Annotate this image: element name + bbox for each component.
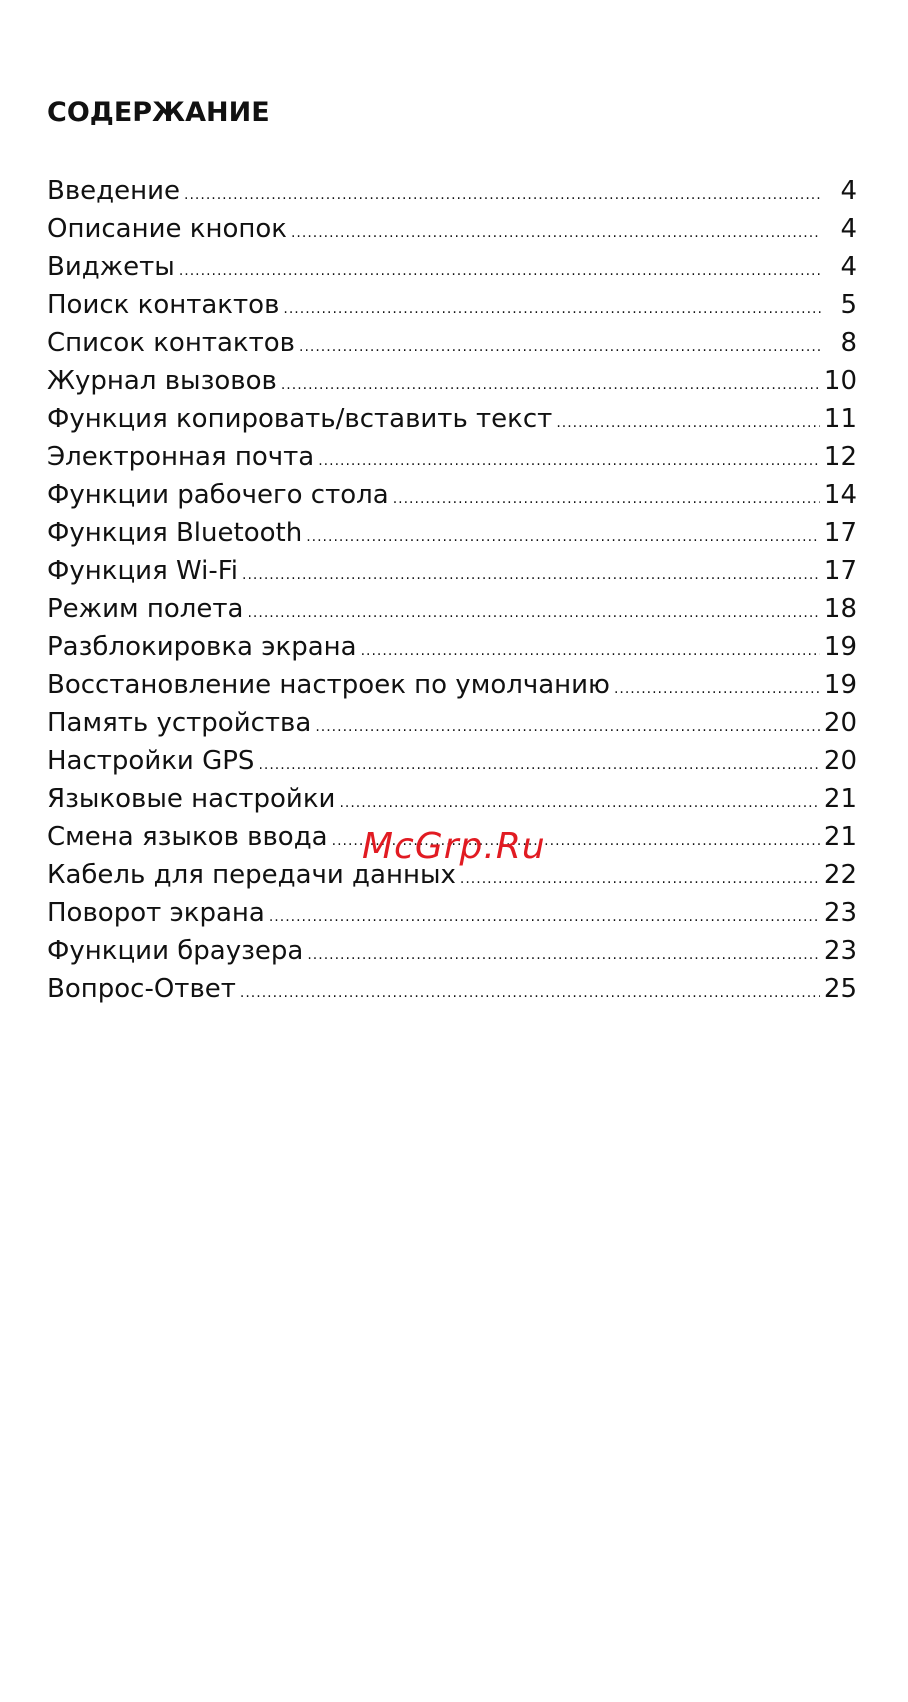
toc-leader-dots	[315, 708, 820, 746]
toc-entry-title: Описание кнопок	[47, 214, 287, 244]
toc-leader-dots	[247, 594, 819, 632]
toc-leader-dots	[281, 366, 820, 404]
toc-entry-title: Функции рабочего стола	[47, 480, 389, 510]
page-title: СОДЕРЖАНИЕ	[47, 97, 270, 128]
table-of-contents	[47, 172, 857, 1008]
toc-leader-dots	[306, 518, 820, 556]
toc-entry-page: 4	[840, 214, 857, 244]
toc-leader-dots	[393, 480, 820, 518]
toc-leader-dots	[291, 214, 821, 252]
toc-leader-dots	[556, 404, 820, 442]
toc-entry-title: Электронная почта	[47, 442, 315, 472]
watermark: McGrp.Ru	[362, 826, 546, 867]
toc-entry-title: Функция Wi-Fi	[47, 556, 239, 586]
toc-entry	[47, 590, 857, 628]
toc-entry-title: Введение	[47, 176, 181, 206]
toc-leader-dots	[179, 252, 821, 290]
toc-entry	[47, 514, 857, 552]
toc-leader-dots	[240, 974, 820, 1012]
toc-entry-page: 8	[840, 328, 857, 358]
toc-entry	[47, 704, 857, 742]
toc-entry-page: 5	[840, 290, 857, 320]
toc-entry-page: 20	[823, 746, 857, 776]
toc-entry-title: Поиск контактов	[47, 290, 280, 320]
toc-entry	[47, 286, 857, 324]
toc-entry-title: Кабель для передачи данных	[47, 860, 456, 890]
toc-entry-page: 14	[823, 480, 857, 510]
toc-entry	[47, 210, 857, 248]
toc-entry	[47, 666, 857, 704]
toc-entry-title: Виджеты	[47, 252, 175, 282]
toc-entry-page: 18	[823, 594, 857, 624]
toc-entry	[47, 894, 857, 932]
toc-entry-title: Режим полета	[47, 594, 244, 624]
toc-entry-page: 11	[823, 404, 857, 434]
toc-entry-page: 17	[823, 518, 857, 548]
toc-entry-title: Функции браузера	[47, 936, 304, 966]
toc-entry-page: 22	[823, 860, 857, 890]
toc-entry-title: Восстановление настроек по умолчанию	[47, 670, 610, 700]
toc-leader-dots	[299, 328, 821, 366]
toc-entry-page: 20	[823, 708, 857, 738]
toc-entry-title: Настройки GPS	[47, 746, 255, 776]
toc-entry	[47, 400, 857, 438]
toc-entry-page: 21	[823, 784, 857, 814]
toc-entry	[47, 362, 857, 400]
toc-leader-dots	[361, 632, 820, 670]
toc-leader-dots	[184, 176, 821, 214]
toc-entry-page: 4	[840, 176, 857, 206]
toc-entry-title: Функция Bluetooth	[47, 518, 303, 548]
toc-entry	[47, 970, 857, 1008]
toc-entry	[47, 628, 857, 666]
toc-entry-title: Вопрос-Ответ	[47, 974, 236, 1004]
toc-entry-title: Функция копировать/вставить текст	[47, 404, 553, 434]
toc-entry	[47, 742, 857, 780]
toc-entry	[47, 172, 857, 210]
toc-leader-dots	[614, 670, 820, 708]
toc-entry-page: 10	[823, 366, 857, 396]
toc-leader-dots	[318, 442, 820, 480]
toc-entry-page: 23	[823, 898, 857, 928]
toc-leader-dots	[307, 936, 820, 974]
toc-entry-page: 19	[823, 632, 857, 662]
toc-entry-title: Память устройства	[47, 708, 312, 738]
toc-entry	[47, 476, 857, 514]
toc-entry-page: 17	[823, 556, 857, 586]
toc-leader-dots	[339, 784, 819, 822]
toc-entry	[47, 438, 857, 476]
toc-entry	[47, 248, 857, 286]
toc-entry	[47, 780, 857, 818]
toc-entry-title: Разблокировка экрана	[47, 632, 357, 662]
toc-entry-title: Список контактов	[47, 328, 295, 358]
toc-leader-dots	[242, 556, 820, 594]
toc-entry	[47, 324, 857, 362]
toc-entry-page: 4	[840, 252, 857, 282]
toc-entry-page: 25	[823, 974, 857, 1004]
toc-entry-title: Языковые настройки	[47, 784, 336, 814]
toc-entry-page: 21	[823, 822, 857, 852]
toc-entry	[47, 552, 857, 590]
toc-entry-title: Смена языков ввода	[47, 822, 328, 852]
toc-leader-dots	[269, 898, 820, 936]
toc-entry-title: Журнал вызовов	[47, 366, 277, 396]
toc-entry	[47, 932, 857, 970]
toc-entry-title: Поворот экрана	[47, 898, 265, 928]
toc-leader-dots	[258, 746, 819, 784]
toc-leader-dots	[283, 290, 821, 328]
toc-entry-page: 12	[823, 442, 857, 472]
toc-entry-page: 23	[823, 936, 857, 966]
toc-entry-page: 19	[823, 670, 857, 700]
